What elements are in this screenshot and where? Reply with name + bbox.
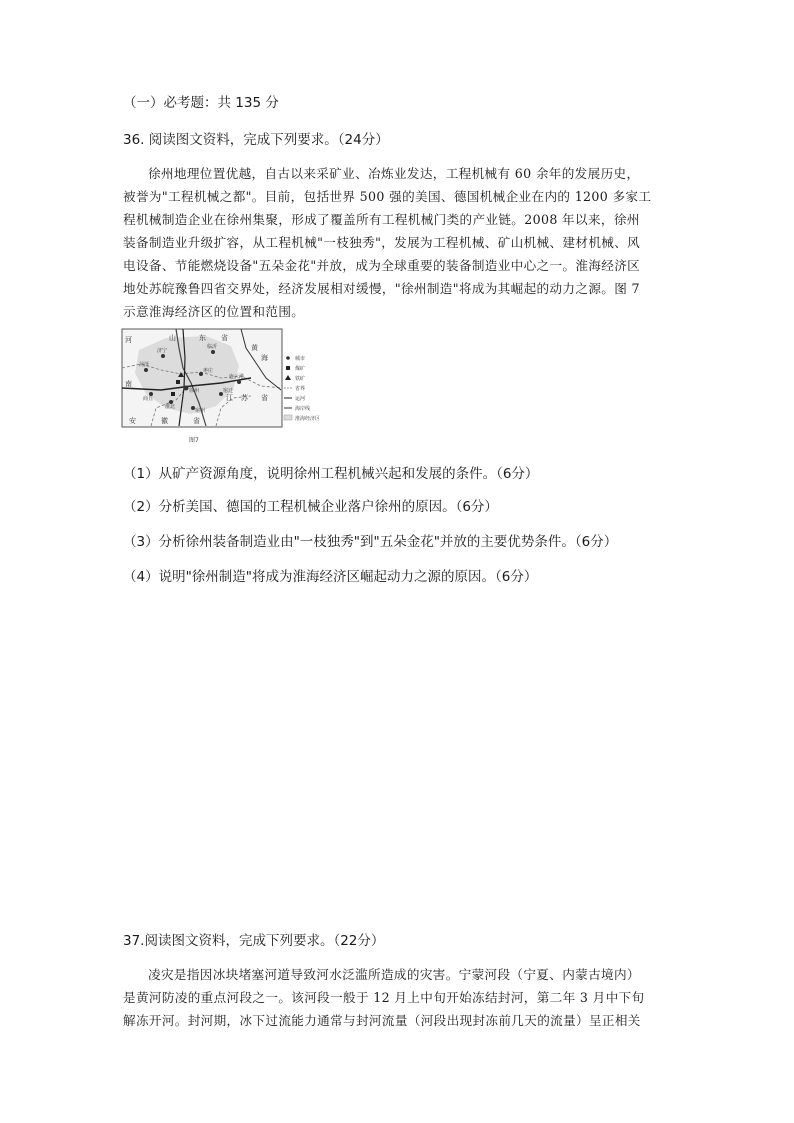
svg-text:城市: 城市 xyxy=(295,356,306,362)
svg-text:省: 省 xyxy=(221,334,228,342)
paragraph-line: 地处苏皖豫鲁四省交界处，经济发展相对缓慢，"徐州制造"将成为其崛起的动力之源。图 7 xyxy=(123,281,640,296)
svg-text:苏: 苏 xyxy=(241,394,248,402)
paragraph-line: 是黄河防凌的重点河段之一。该河段一般于 12 月上中旬开始冻结封河，第二年 3 月中下旬 xyxy=(123,990,645,1005)
subquestion-4: （4）说明"徐州制造"将成为淮海经济区崛起动力之源的原因。（6分） xyxy=(123,569,538,585)
subquestion-2: （2）分析美国、德国的工程机械企业落户徐州的原因。（6分） xyxy=(123,499,498,515)
question-37-title: 37.阅读图文资料，完成下列要求。（22分） xyxy=(123,933,385,949)
svg-text:海岸线: 海岸线 xyxy=(295,406,311,412)
subquestion-1: （1）从矿产资源角度，说明徐州工程机械兴起和发展的条件。（6分） xyxy=(123,466,539,482)
svg-text:海: 海 xyxy=(261,354,268,362)
svg-text:商丘: 商丘 xyxy=(143,396,154,402)
svg-text:省: 省 xyxy=(261,394,268,402)
paragraph-line: 电设备、节能燃烧设备"五朵金花"并放，成为全球重要的装备制造业中心之一。淮海经济区 xyxy=(123,258,641,273)
svg-text:河: 河 xyxy=(125,336,132,344)
svg-text:安: 安 xyxy=(129,417,136,425)
svg-text:宿迁: 宿迁 xyxy=(223,388,234,394)
svg-text:徐州: 徐州 xyxy=(189,388,200,394)
svg-text:省界: 省界 xyxy=(295,386,306,392)
svg-text:枣庄: 枣庄 xyxy=(203,368,214,374)
svg-text:淮北: 淮北 xyxy=(165,404,176,410)
svg-text:图7: 图7 xyxy=(189,437,199,444)
svg-text:济宁: 济宁 xyxy=(157,348,168,354)
paragraph-line: 被誉为"工程机械之都"。目前，包括世界 500 强的美国、德国机械企业在内的 1200 多家工 xyxy=(123,189,652,204)
svg-text:省: 省 xyxy=(193,417,200,425)
paragraph-line: 凌灾是指因冰块堵塞河道导致河水泛滥所造成的灾害。宁蒙河段（宁夏、内蒙古境内） xyxy=(148,967,640,982)
svg-text:临沂: 临沂 xyxy=(207,344,218,350)
svg-text:菏泽: 菏泽 xyxy=(139,362,150,368)
section-heading: （一）必考题：共 135 分 xyxy=(123,95,279,111)
paragraph-line: 徐州地理位置优越，自古以来采矿业、冶炼业发达，工程机械有 60 余年的发展历史， xyxy=(148,166,640,181)
paragraph-line: 装备制造业升级扩容，从工程机械"一枝独秀"，发展为工程机械、矿山机械、建材机械、风 xyxy=(123,235,641,250)
paragraph-line: 程机械制造企业在徐州集聚，形成了覆盖所有工程机械门类的产业链。2008 年以来，徐州 xyxy=(123,212,640,227)
svg-text:南: 南 xyxy=(125,380,132,388)
subquestion-3: （3）分析徐州装备制造业由"一枝独秀"到"五朵金花"并放的主要优势条件。（6分） xyxy=(123,534,618,550)
svg-text:煤矿: 煤矿 xyxy=(295,366,306,372)
svg-text:江: 江 xyxy=(226,394,233,402)
svg-text:黄: 黄 xyxy=(251,344,258,352)
svg-text:徽: 徽 xyxy=(161,417,168,425)
paragraph-line: 解冻开河。封河期，冰下过流能力通常与封河流量（河段出现封冻前几天的流量）呈正相关 xyxy=(123,1013,641,1028)
svg-text:连云港: 连云港 xyxy=(229,374,245,380)
svg-text:宿州: 宿州 xyxy=(195,408,206,414)
svg-text:运河: 运河 xyxy=(295,396,306,402)
huaihai-economic-zone-map xyxy=(121,328,336,449)
question-36-title: 36. 阅读图文资料，完成下列要求。（24分） xyxy=(123,132,389,148)
paragraph-line: 示意淮海经济区的位置和范围。 xyxy=(123,304,305,319)
svg-text:东: 东 xyxy=(199,334,206,342)
svg-text:山: 山 xyxy=(169,334,176,342)
svg-text:铁矿: 铁矿 xyxy=(295,376,306,382)
svg-text:淮海经济区: 淮海经济区 xyxy=(295,416,321,422)
